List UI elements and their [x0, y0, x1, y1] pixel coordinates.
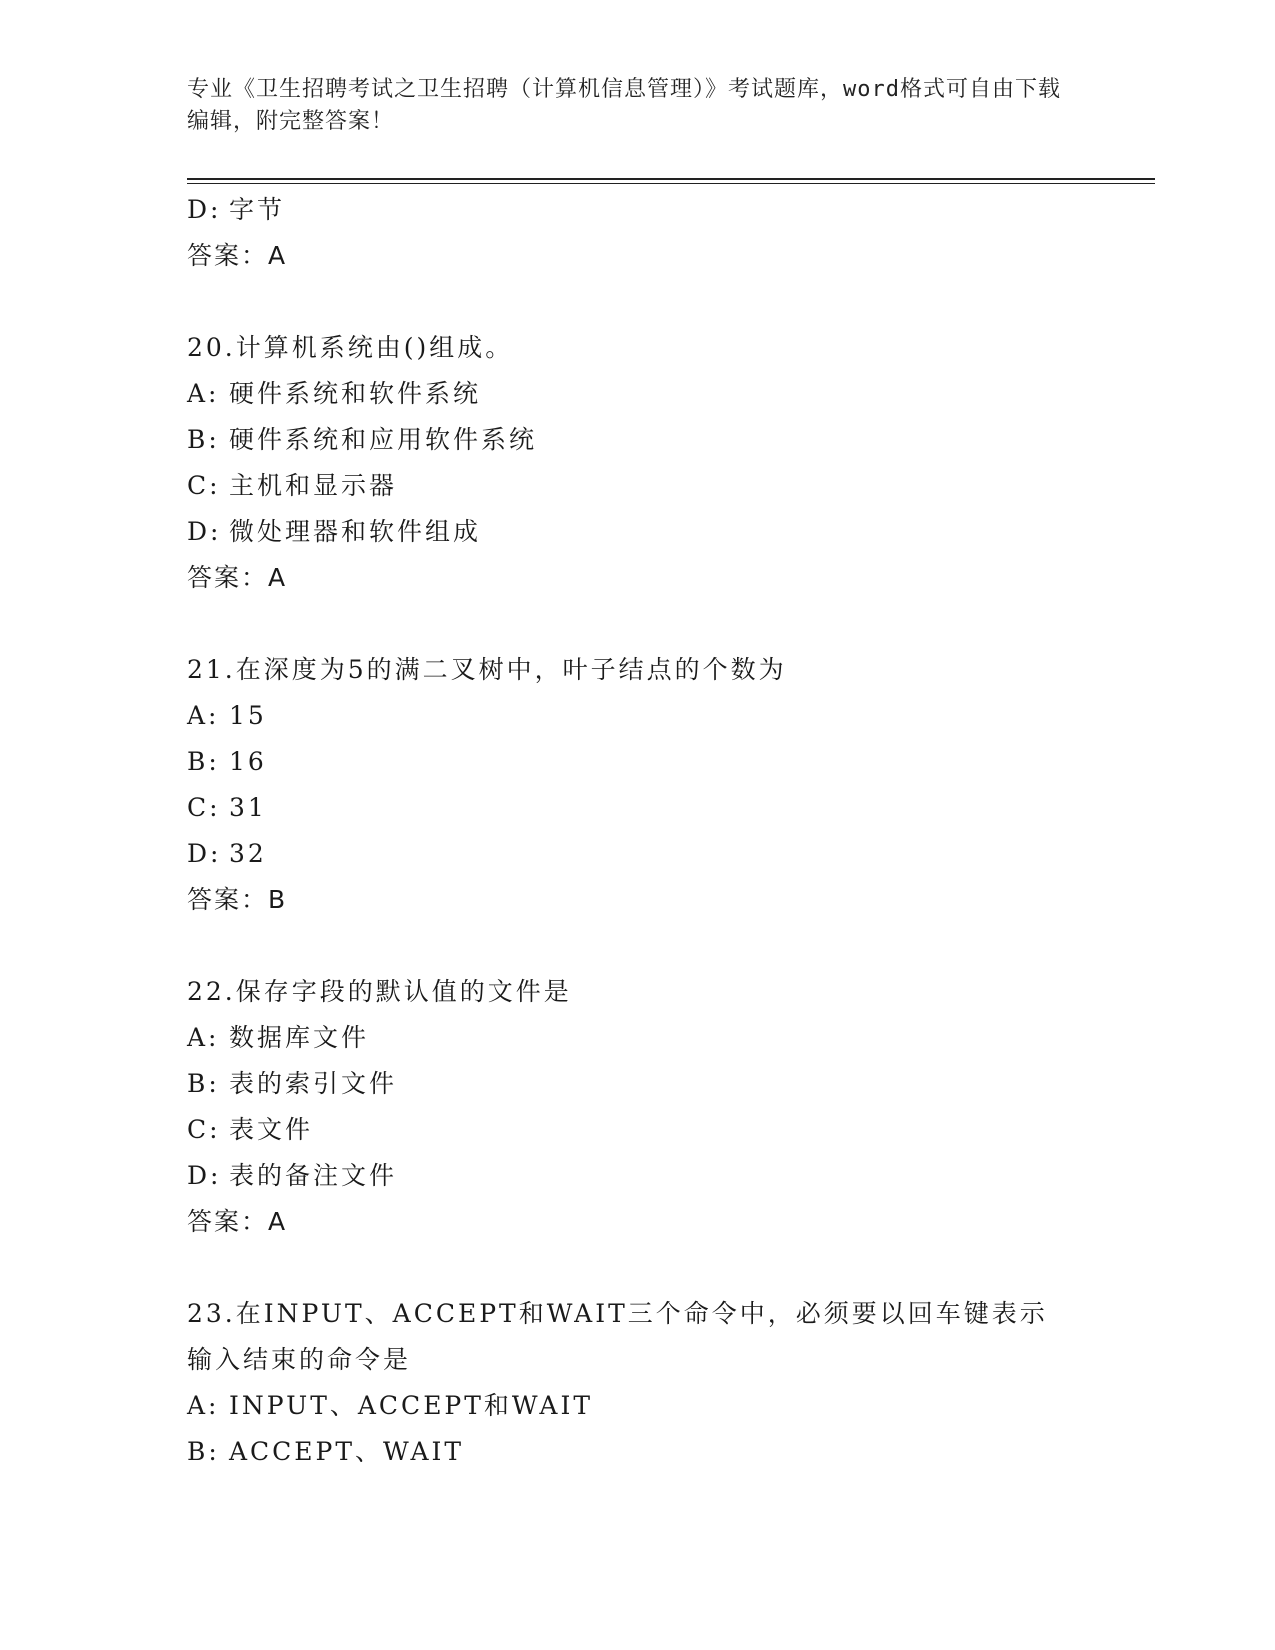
- option-text: 16: [229, 747, 267, 776]
- option-label: B:: [187, 1069, 220, 1098]
- option-text: 表文件: [229, 1115, 314, 1144]
- question-text: 21.在深度为5的满二叉树中，叶子结点的个数为: [187, 655, 787, 684]
- option-line: [187, 693, 1087, 739]
- header-divider: [187, 178, 1155, 180]
- option-text: 硬件系统和应用软件系统: [229, 425, 538, 454]
- answer-line: 答案：A: [187, 241, 288, 270]
- option-text: 字节: [229, 195, 286, 224]
- option-text: 表的索引文件: [229, 1069, 398, 1098]
- option-line: [187, 187, 1087, 233]
- answer-line: 答案：A: [187, 563, 288, 592]
- document-header: 专业《卫生招聘考试之卫生招聘（计算机信息管理）》考试题库，word格式可自由下载编辑，附完整答案！: [187, 77, 1061, 134]
- option-line: [187, 1153, 1087, 1199]
- question-block: [187, 325, 1087, 601]
- block-spacer: [187, 1245, 1087, 1291]
- option-label: D:: [187, 839, 222, 868]
- option-text: 数据库文件: [229, 1023, 370, 1052]
- question-continuation: [187, 187, 1087, 279]
- block-spacer: [187, 601, 1087, 647]
- question-text: 20.计算机系统由()组成。: [187, 333, 514, 362]
- option-line: [187, 1107, 1087, 1153]
- option-label: D:: [187, 517, 222, 546]
- option-line: [187, 1383, 1087, 1429]
- question-block: [187, 969, 1087, 1245]
- option-label: A:: [187, 701, 220, 730]
- block-spacer: [187, 279, 1087, 325]
- question-block: [187, 647, 1087, 923]
- option-label: B:: [187, 425, 220, 454]
- option-line: [187, 1061, 1087, 1107]
- option-text: 31: [229, 793, 267, 822]
- block-spacer: [187, 923, 1087, 969]
- option-label: C:: [187, 471, 221, 500]
- option-label: A:: [187, 379, 220, 408]
- answer-line: 答案：B: [187, 885, 288, 914]
- option-label: C:: [187, 1115, 221, 1144]
- option-line: [187, 831, 1087, 877]
- option-label: D:: [187, 195, 222, 224]
- option-text: INPUT、ACCEPT和WAIT: [229, 1391, 593, 1420]
- option-label: B:: [187, 747, 220, 776]
- option-text: 主机和显示器: [229, 471, 398, 500]
- option-line: [187, 463, 1087, 509]
- option-line: [187, 1015, 1087, 1061]
- question-block: [187, 1291, 1087, 1475]
- option-line: [187, 509, 1087, 555]
- option-line: [187, 785, 1087, 831]
- question-text: 22.保存字段的默认值的文件是: [187, 977, 572, 1006]
- option-label: C:: [187, 793, 221, 822]
- option-line: [187, 1429, 1087, 1475]
- header-divider-thin: [187, 183, 1155, 184]
- option-label: A:: [187, 1023, 220, 1052]
- option-label: A:: [187, 1391, 220, 1420]
- option-label: D:: [187, 1161, 222, 1190]
- question-list: [187, 187, 1087, 1475]
- option-text: 表的备注文件: [229, 1161, 398, 1190]
- option-text: 微处理器和软件组成: [229, 517, 482, 546]
- option-text: 15: [229, 701, 267, 730]
- answer-line: 答案：A: [187, 1207, 288, 1236]
- option-label: B:: [187, 1437, 220, 1466]
- option-text: ACCEPT、WAIT: [229, 1437, 465, 1466]
- option-line: [187, 371, 1087, 417]
- option-line: [187, 739, 1087, 785]
- option-text: 硬件系统和软件系统: [229, 379, 482, 408]
- option-text: 32: [229, 839, 267, 868]
- option-line: [187, 417, 1087, 463]
- question-text: 23.在INPUT、ACCEPT和WAIT三个命令中，必须要以回车键表示输入结束的命令是: [187, 1299, 1048, 1374]
